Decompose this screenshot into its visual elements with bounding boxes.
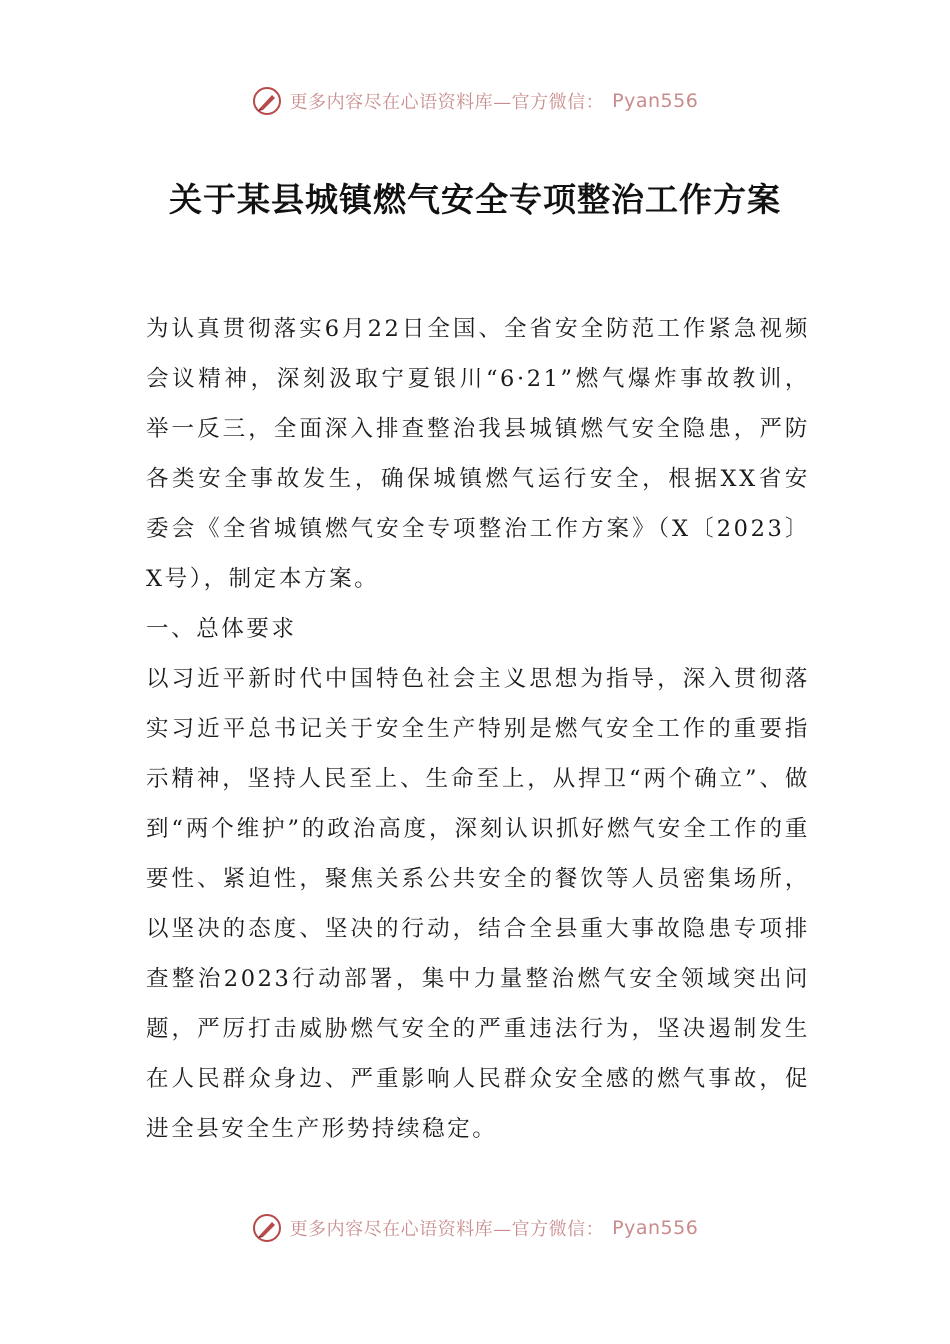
watermark-text: 更多内容尽在心语资料库—官方微信： [289,1219,605,1240]
watermark-header [0,86,950,116]
watermark-wechat-id: Pyan556 [612,90,699,112]
document-title: 关于某县城镇燃气安全专项整治工作方案 [169,180,781,219]
watermark-footer [0,1213,950,1243]
document-body [146,304,810,1154]
pen-logo-icon [252,1213,282,1243]
section-heading: 一、总体要求 [146,616,297,642]
watermark-wechat-id: Pyan556 [612,1217,699,1239]
section-paragraph: 以习近平新时代中国特色社会主义思想为指导，深入贯彻落实习近平总书记关于安全生产特别是燃气安全工作的重要指示精神，坚持人民至上、生命至上，从捍卫“两个确立”、做到“两个维护”的政治高度，深刻认识抓好燃气安全工作的重要性、紧迫性，聚焦关系公共安全的餐饮等人员密集场所，以坚决的态度、坚决的行动，结合全县重大事故隐患专项排查整治2023行动部署，集中力量整治燃气安全领域突出问题，严厉打击威胁燃气安全的严重违法行为，坚决遏制发生在人民群众身边、严重影响人民群众安全感的燃气事故，促进全县安全生产形势持续稳定。 [146,666,810,1142]
watermark-text: 更多内容尽在心语资料库—官方微信： [289,92,605,113]
intro-paragraph: 为认真贯彻落实6月22日全国、全省安全防范工作紧急视频会议精神，深刻汲取宁夏银川“6·21”燃气爆炸事故教训，举一反三，全面深入排查整治我县城镇燃气安全隐患，严防各类安全事故发生，确保城镇燃气运行安全，根据XX省安委会《全省城镇燃气安全专项整治工作方案》（X〔2023〕X号），制定本方案。 [146,316,810,592]
pen-logo-icon [252,86,282,116]
